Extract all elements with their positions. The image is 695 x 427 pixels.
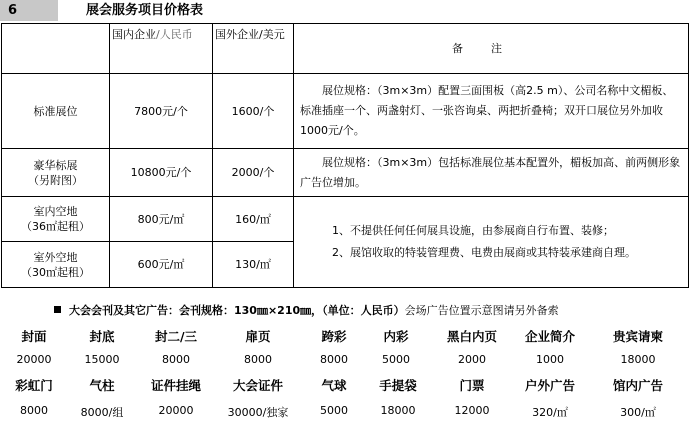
row-name (2, 197, 110, 242)
ad-label: 手提袋 (379, 378, 417, 393)
ad-label: 企业简介 (524, 329, 575, 344)
shared-note-line1: 1、不提供任何任何展具设施，由参展商自行布置、装修； (332, 224, 614, 237)
ad-price: 8000 (244, 353, 272, 366)
ad-label: 馆内广告 (612, 378, 663, 393)
row-name (2, 149, 110, 197)
ad-price: 18000 (380, 404, 416, 417)
ads-heading (54, 302, 559, 318)
row-name-line2: （另附图） (28, 173, 83, 187)
ad-price: 5000 (320, 404, 348, 417)
row-foreign-price: 2000/个 (213, 149, 294, 197)
header-foreign: 国外企业/美元 (213, 24, 294, 74)
ads-heading-bold: 大会会刊及其它广告：会刊规格：130㎜×210㎜，（单位：人民币） (69, 304, 405, 317)
ad-label: 气柱 (89, 378, 115, 393)
ad-label: 大会证件 (232, 378, 283, 393)
row-name: 标准展位 (2, 74, 110, 149)
row-name (2, 242, 110, 288)
shared-note (294, 197, 689, 288)
row-note (294, 149, 689, 197)
ad-price: 20000 (158, 404, 194, 417)
ad-price: 12000 (454, 404, 490, 417)
ad-label: 封面 (21, 329, 47, 344)
table-header-row (2, 24, 689, 74)
row-domestic-price: 7800元/个 (110, 74, 213, 149)
row-foreign-price: 130/㎡ (213, 242, 294, 288)
table-row (2, 149, 689, 197)
row-domestic-price: 800元/㎡ (110, 197, 213, 242)
ad-label: 扉页 (245, 329, 271, 344)
ad-label: 封底 (89, 329, 115, 344)
ad-price: 2000 (458, 353, 486, 366)
ad-label: 封二/三 (154, 329, 198, 344)
ads-heading-note: 会场广告位置示意图请另外备索 (404, 304, 559, 317)
header-remarks-label: 备注 (452, 42, 530, 55)
ad-label: 户外广告 (524, 378, 575, 393)
price-table (1, 23, 689, 288)
table-row (2, 74, 689, 149)
row-name-line1: 室内空地 (33, 205, 78, 218)
ad-price: 8000 (162, 353, 190, 366)
square-bullet-icon (54, 306, 61, 313)
ad-label: 气球 (321, 378, 347, 393)
row-foreign-price: 160/㎡ (213, 197, 294, 242)
row-note-text: 展位规格：（3m×3m）配置三面围板（高2.5 m）、公司名称中文楣板、标准插座一个、两盏射灯、一张咨询桌、两把折叠椅；双开口展位另外加收1000元/个。 (300, 84, 674, 137)
ad-label: 门票 (459, 378, 485, 393)
table-row (2, 197, 689, 242)
row-foreign-price: 1600/个 (213, 74, 294, 149)
row-name-line2: （30㎡起租） (21, 265, 90, 279)
ad-price: 300/㎡ (620, 406, 656, 419)
ad-price: 20000 (16, 353, 52, 366)
row-name-line1: 豪华标展 (33, 158, 78, 172)
row-note-text: 展位规格：（3m×3m）包括标准展位基本配置外，楣板加高、前两侧形象广告位增加。 (300, 155, 681, 189)
ad-price: 8000/组 (80, 406, 124, 419)
ad-price: 18000 (620, 353, 656, 366)
ad-label: 跨彩 (321, 329, 347, 344)
header-empty-cell (2, 24, 110, 74)
header-remarks (294, 24, 689, 74)
ad-price: 15000 (84, 353, 120, 366)
header-domestic-label: 国内企业 (112, 28, 156, 41)
header-domestic (110, 24, 213, 74)
ad-price: 1000 (536, 353, 564, 366)
ad-label: 贵宾请柬 (612, 329, 663, 344)
ad-price: 320/㎡ (532, 406, 568, 419)
ad-price: 30000/独家 (227, 406, 289, 419)
row-name-line2: （36㎡起租） (21, 220, 90, 233)
section-title: 展会服务项目价格表 (86, 3, 204, 18)
ad-price: 8000 (320, 353, 348, 366)
row-domestic-price: 10800元/个 (110, 149, 213, 197)
ad-label: 黑白内页 (446, 329, 497, 344)
ad-label: 彩虹门 (15, 378, 53, 393)
ad-price: 5000 (382, 353, 410, 366)
ad-label: 证件挂绳 (150, 378, 201, 393)
row-note (294, 74, 689, 149)
row-domestic-price: 600元/㎡ (110, 242, 213, 288)
section-number: 6 (0, 0, 58, 21)
section-header (0, 0, 695, 21)
header-domestic-currency: /人民币 (156, 28, 193, 41)
shared-note-line2: 2、展馆收取的特装管理费、电费由展商或其特装承建商自理。 (332, 246, 636, 259)
ad-price: 8000 (20, 404, 48, 417)
row-name-line1: 室外空地 (33, 250, 78, 264)
ad-label: 内彩 (383, 329, 409, 344)
